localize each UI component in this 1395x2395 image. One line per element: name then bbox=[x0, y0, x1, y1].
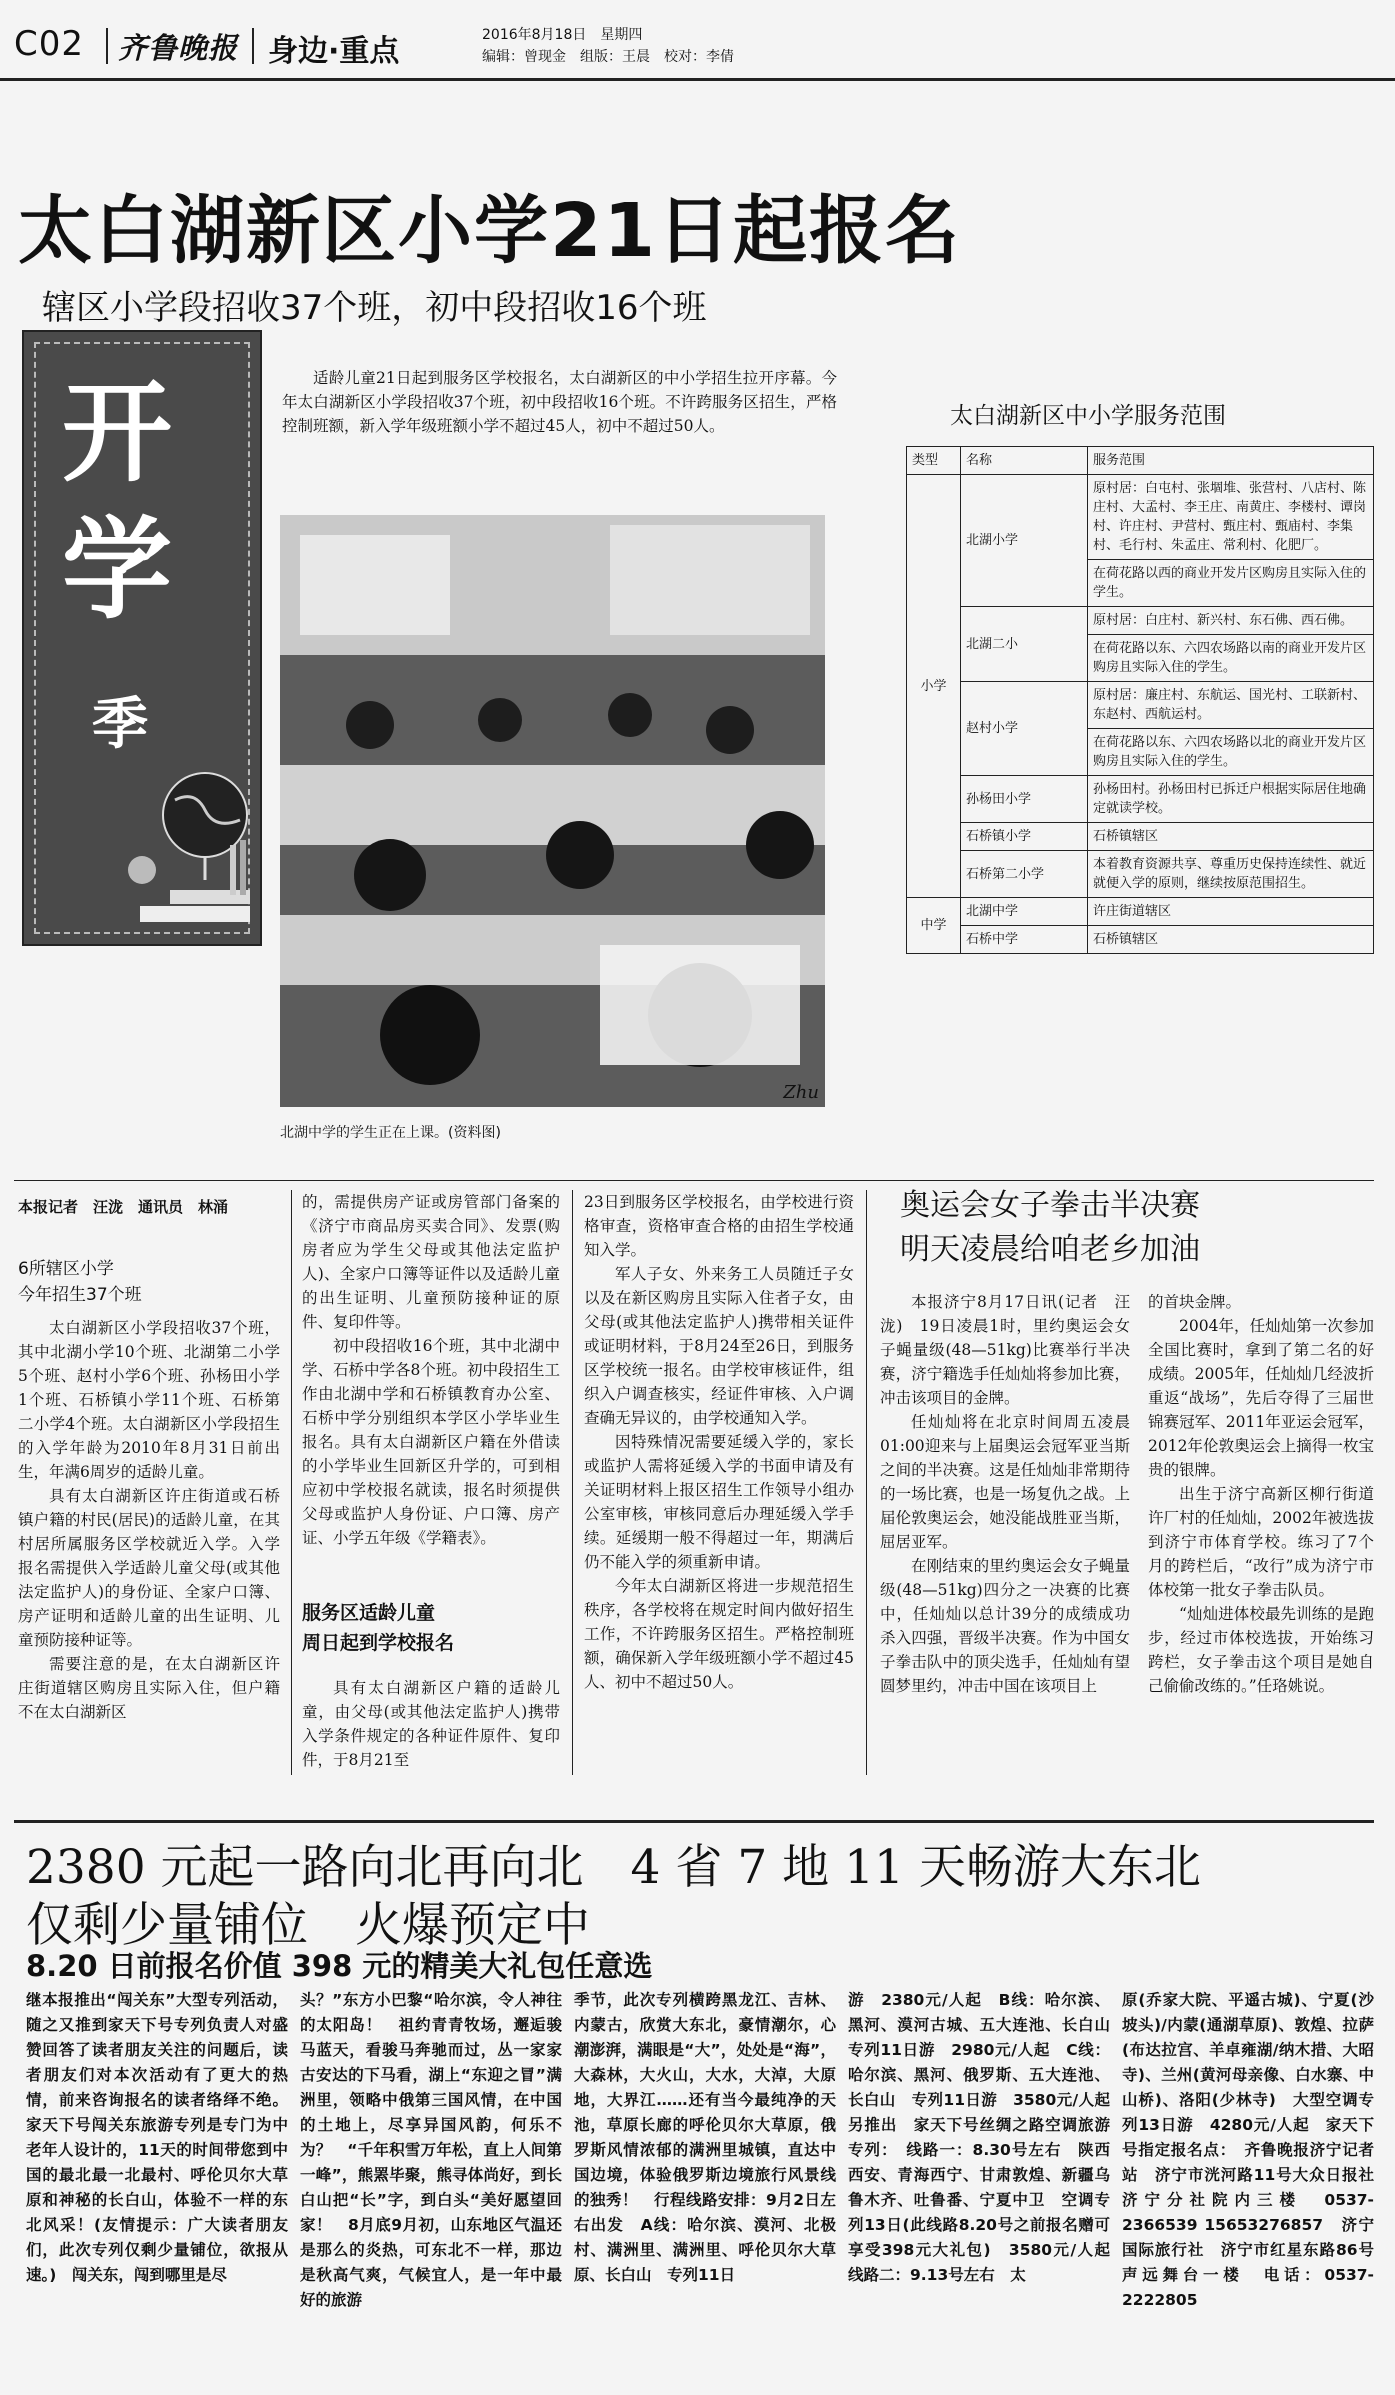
banner-char-xue: 学 bbox=[62, 505, 172, 634]
ad-headline-1: 2380 元起一路向北再向北 4 省 7 地 11 天畅游大东北 bbox=[26, 1840, 1201, 1895]
column-rule-1 bbox=[291, 1190, 292, 1775]
subhead-1-line1: 6所辖区小学 bbox=[18, 1259, 114, 1279]
masthead-divider-2 bbox=[252, 28, 254, 64]
subhead-2-line1: 服务区适龄儿童 bbox=[302, 1602, 436, 1624]
page-number: C02 bbox=[14, 24, 85, 64]
school-name-cell: 赵村小学 bbox=[961, 682, 1088, 776]
ad-column-3 bbox=[574, 1988, 836, 2388]
table-row bbox=[907, 607, 1374, 635]
paragraph: 23日到服务区学校报名，由学校进行资格审查，资格审查合格的由招生学校通知入学。 bbox=[584, 1193, 854, 1259]
table-title: 太白湖新区中小学服务范围 bbox=[950, 403, 1226, 429]
ad-column-1 bbox=[26, 1988, 288, 2388]
ad-paragraph: 头？”东方小巴黎“哈尔滨，令人神往的太阳岛！ 祖约青青牧场，邂逅骏马蓝天，看骏马奔驰而过，丛一家家古安达的下马看，湖上“东迎之冒”满洲里，领略中俄第三国风情，在中国的土地上，尽享异国风韵，何乐不为？ “千年积雪万年松，直上人间第一峰”，熊罴毕聚，熊寻体尚好，到长白山把“长”字，到白头“美好愿望回家！ 8月底9月初，山东地区气温还是那么的炎热，可东北不一样，那边是秋高气爽，气候宜人，是一年中最好的旅游 bbox=[300, 1991, 562, 2309]
subhead-1-line2: 今年招生37个班 bbox=[18, 1285, 142, 1305]
table-header-row bbox=[907, 447, 1374, 475]
classroom-photo-art bbox=[280, 515, 825, 1107]
banner-char-ji: 季 bbox=[92, 691, 148, 757]
school-name-cell: 北湖小学 bbox=[961, 475, 1088, 607]
ad-headline-2: 仅剩少量铺位 火爆预定中 bbox=[26, 1898, 590, 1953]
header-name: 名称 bbox=[961, 447, 1088, 475]
staff-credits: 编辑：曾现金 组版：王晨 校对：李倩 bbox=[482, 49, 734, 65]
masthead-divider-1 bbox=[106, 28, 108, 64]
masthead-rule bbox=[0, 78, 1395, 81]
paragraph: 的首块金牌。 bbox=[1148, 1293, 1242, 1311]
type-middle-cell: 中学 bbox=[907, 898, 961, 954]
olympics-column-a bbox=[880, 1290, 1130, 1698]
scope-cell: 许庄街道辖区 bbox=[1088, 898, 1374, 926]
lead-paragraph bbox=[282, 366, 837, 438]
paragraph: 任灿灿将在北京时间周五凌晨01:00迎来与上届奥运会冠军亚当斯之间的半决赛。这是任灿灿非常期待的一场比赛，也是一场复仇之战。上届伦敦奥运会，她没能战胜亚当斯，屈居亚军。 bbox=[880, 1413, 1130, 1551]
paragraph: 因特殊情况需要延缓入学的，家长或监护人需将延缓入学的书面申请及有关证明材料上报区招生工作领导小组办公室审核，审核同意后办理延缓入学手续。延缓期一般不得超过一年，期满后仍不能入学的须重新申请。 bbox=[584, 1433, 854, 1571]
scope-cell: 原村居：白屯村、张堌堆、张营村、八店村、陈庄村、大孟村、李王庄、南黄庄、李楼村、谭岗村、许庄村、尹营村、甄庄村、甄庙村、李集村、毛行村、朱孟庄、常利村、化肥厂。 bbox=[1088, 475, 1374, 560]
table-row bbox=[907, 851, 1374, 898]
banner-char-kai: 开 bbox=[62, 368, 172, 497]
school-name-cell: 石桥中学 bbox=[961, 926, 1088, 954]
ad-column-5 bbox=[1122, 1988, 1374, 2388]
olympics-column-b bbox=[1148, 1290, 1374, 1698]
paragraph: 的，需提供房产证或房管部门备案的《济宁市商品房买卖合同》、发票(购房者应为学生父母或其他法定监护人)、全家户口簿等证件以及适龄儿童的出生证明、儿童预防接种证的原件、复印件等。 bbox=[302, 1193, 560, 1331]
classroom-photo bbox=[280, 515, 825, 1107]
article-column-2 bbox=[302, 1190, 560, 1550]
type-primary-cell: 小学 bbox=[907, 475, 961, 898]
lead-text: 适龄儿童21日起到服务区学校报名，太白湖新区的中小学招生拉开序幕。今年太白湖新区小学段招收37个班，初中段招收16个班。不许跨服务区招生，严格控制班额，新入学年级班额小学不超过45人，初中不超过50人。 bbox=[282, 369, 837, 435]
school-name-cell: 石桥第二小学 bbox=[961, 851, 1088, 898]
article-column-2b bbox=[302, 1676, 560, 1772]
paragraph: 本报济宁8月17日讯(记者 汪泷) 19日凌晨1时，里约奥运会女子蝇量级(48—51kg)比赛举行半决赛，济宁籍选手任灿灿将参加比赛，冲击该项目的金牌。 bbox=[880, 1293, 1130, 1407]
column-rule-2 bbox=[572, 1190, 573, 1775]
scope-cell: 石桥镇辖区 bbox=[1088, 926, 1374, 954]
school-name-cell: 北湖中学 bbox=[961, 898, 1088, 926]
olympics-title-1: 奥运会女子拳击半决赛 bbox=[900, 1188, 1200, 1223]
paragraph: 今年太白湖新区将进一步规范招生秩序，各学校将在规定时间内做好招生工作，不许跨服务区招生。严格控制班额，确保新入学年级班额小学不超过45人、初中不超过50人。 bbox=[584, 1577, 854, 1691]
school-name-cell: 北湖二小 bbox=[961, 607, 1088, 682]
paragraph: 具有太白湖新区许庄街道或石桥镇户籍的村民(居民)的适龄儿童，在其村居所属服务区学校就近入学。入学报名需提供入学适龄儿童父母(或其他法定监护人)的身份证、全家户口簿、房产证明和适龄儿童的出生证明、儿童预防接种证等。 bbox=[18, 1487, 280, 1649]
school-name-cell: 孙杨田小学 bbox=[961, 776, 1088, 823]
section-name: 身边·重点 bbox=[268, 34, 400, 69]
scope-cell: 在荷花路以东、六四农场路以南的商业开发片区购房且实际入住的学生。 bbox=[1088, 635, 1374, 682]
headline: 太白湖新区小学21日起报名 bbox=[18, 188, 961, 274]
photo-caption: 北湖中学的学生正在上课。(资料图) bbox=[280, 1125, 501, 1141]
ad-paragraph: 季节，此次专列横跨黑龙江、吉林、内蒙古，欣赏大东北，豪情潮尔，心潮澎湃，满眼是“大”，处处是“海”，大森林，大火山，大水，大淖，大原地，大界江……还有当今最纯净的天池，草原长廊的呼伦贝尔大草原，俄罗斯风情浓郁的满洲里城镇，直达中国边境，体验俄罗斯边境旅行风景线的独秀！ 行程线路安排：9月2日左右出发 A线：哈尔滨、漠河、北极村、满洲里、满洲里、呼伦贝尔大草原、长白山 专列11日 bbox=[574, 1991, 836, 2284]
scope-cell: 原村居：廉庄村、东航运、国光村、工联新村、东赵村、西航运村。 bbox=[1088, 682, 1374, 729]
paragraph: 在刚结束的里约奥运会女子蝇量级(48—51kg)四分之一决赛的比赛中，任灿灿以总计39分的成绩成功杀入四强，晋级半决赛。作为中国女子拳击队中的顶尖选手，任灿灿有望圆梦里约，冲击中国在该项目上 bbox=[880, 1557, 1130, 1695]
scope-cell: 在荷花路以东、六四农场路以北的商业开发片区购房且实际入住的学生。 bbox=[1088, 729, 1374, 776]
scope-cell: 本着教育资源共享、尊重历史保持连续性、就近就便入学的原则，继续按原范围招生。 bbox=[1088, 851, 1374, 898]
paragraph: 太白湖新区小学段招收37个班，其中北湖小学10个班、北湖第二小学5个班、赵村小学6个班、孙杨田小学1个班、石桥镇小学11个班、石桥第二小学4个班。太白湖新区小学段招生的入学年龄为2010年8月31日前出生，年满6周岁的适龄儿童。 bbox=[18, 1319, 280, 1481]
subhead-2 bbox=[302, 1598, 454, 1658]
paragraph: “灿灿进体校最先训练的是跑步，经过市体校选拔，开始练习跨栏，女子拳击这个项目是她自己偷偷改练的。”任珞姚说。 bbox=[1148, 1605, 1374, 1695]
ad-column-2 bbox=[300, 1988, 562, 2388]
scope-cell: 原村居：白庄村、新兴村、东石佛、西石佛。 bbox=[1088, 607, 1374, 635]
article-column-3 bbox=[584, 1190, 854, 1694]
subhead-1 bbox=[18, 1256, 142, 1308]
scope-cell: 孙杨田村。孙杨田村已拆迁户根据实际居住地确定就读学校。 bbox=[1088, 776, 1374, 823]
service-area-table bbox=[906, 446, 1374, 954]
table-row bbox=[907, 926, 1374, 954]
ad-top-rule bbox=[14, 1820, 1374, 1823]
table-row bbox=[907, 682, 1374, 729]
scope-cell: 在荷花路以西的商业开发片区购房且实际入住的学生。 bbox=[1088, 560, 1374, 607]
school-name-cell: 石桥镇小学 bbox=[961, 823, 1088, 851]
paragraph: 2004年，任灿灿第一次参加全国比赛时，拿到了第二名的好成绩。2005年，任灿灿几经波折重返“战场”，先后夺得了三届世锦赛冠军、2011年亚运会冠军，2012年伦敦奥运会上摘得一枚宝贵的银牌。 bbox=[1148, 1317, 1374, 1479]
ad-paragraph: 继本报推出“闯关东”大型专列活动，随之又推到家天下号专列负责人对盛赞回答了读者朋友关注的问题后，读者朋友们对本次活动有了更大的热情，前来咨询报名的读者络绎不绝。家天下号闯关东旅游专列是专门为中老年人设计的，11天的时间带您到中国的最北最一北最村、呼伦贝尔大草原和神秘的长白山，体验不一样的东北风采！(友情提示：广大读者朋友们，此次专列仅剩少量铺位，欲报从速。) 闯关东，闯到哪里是尽 bbox=[26, 1991, 288, 2284]
service-table-grid bbox=[906, 446, 1374, 954]
paragraph: 军人子女、外来务工人员随迁子女以及在新区购房且实际入住者子女，由父母(或其他法定监护人)携带相关证件或证明材料，于8月24至26日，到服务区学校统一报名。由学校审核证件，组织入户调查核实，经证件审核、入户调查确无异议的，由学校通知入学。 bbox=[584, 1265, 854, 1427]
table-row bbox=[907, 823, 1374, 851]
photo-watermark: Zhu bbox=[783, 1082, 819, 1103]
ad-column-4 bbox=[848, 1988, 1126, 2388]
olympics-title-2: 明天凌晨给咱老乡加油 bbox=[900, 1232, 1200, 1267]
table-row bbox=[907, 776, 1374, 823]
header-type: 类型 bbox=[907, 447, 961, 475]
paragraph: 初中段招收16个班，其中北湖中学、石桥中学各8个班。初中段招生工作由北湖中学和石桥镇教育办公室、石桥中学分别组织本学区小学毕业生报名。具有太白湖新区户籍在外借读的小学毕业生回新区升学的，可到相应初中学校报名就读，报名时须提供父母或监护人身份证、户口簿、房产证、小学五年级《学籍表》。 bbox=[302, 1337, 560, 1547]
issue-date: 2016年8月18日 星期四 bbox=[482, 27, 643, 43]
header-scope: 服务范围 bbox=[1088, 447, 1374, 475]
paragraph: 出生于济宁高新区柳行街道许厂村的任灿灿，2002年被选拔到济宁市体育学校。练习了7个月的跨栏后，“改行”成为济宁市体校第一批女子拳击队员。 bbox=[1148, 1485, 1374, 1599]
ad-paragraph: 原(乔家大院、平遥古城)、宁夏(沙坡头)/内蒙(通湖草原)、敦煌、拉萨(布达拉宫、羊卓雍湖/纳木措、大昭寺)、兰州(黄河母亲像、白水寨、中山桥)、洛阳(少林寺) 大型空调专列13日游 4280元/人起 家天下号指定报名点： 齐鲁晚报济宁记者站 济宁市洸河路11号大众日报社济宁分社院内三楼 0537-2366539 15653276857 济宁国际旅行社 济宁市红星东路86号声远舞台一楼 电话：0537-2222805 bbox=[1122, 1991, 1374, 2309]
paragraph: 具有太白湖新区户籍的适龄儿童，由父母(或其他法定监护人)携带入学条件规定的各种证件原件、复印件，于8月21至 bbox=[302, 1679, 560, 1769]
ad-paragraph: 游 2380元/人起 B线：哈尔滨、黑河、漠河古城、五大连池、长白山 专列11日游 2980元/人起 C线：哈尔滨、黑河、俄罗斯、五大连池、长白山 专列11日游 3580元/人起 另推出 家天下号丝绸之路空调旅游专列： 线路一：8.30号左右 陕西西安、青海西宁、甘肃敦煌、新疆乌鲁木齐、吐鲁番、宁夏中卫 空调专列13日(此线路8.20号之前报名赠可享受398元大礼包) 3580元/人起 线路二：9.13号左右 太 bbox=[848, 1991, 1126, 2284]
scope-cell: 石桥镇辖区 bbox=[1088, 823, 1374, 851]
globe-books-illustration bbox=[120, 760, 260, 930]
subhead-2-line2: 周日起到学校报名 bbox=[302, 1632, 455, 1654]
table-row bbox=[907, 898, 1374, 926]
subheadline: 辖区小学段招收37个班，初中段招收16个班 bbox=[42, 288, 707, 328]
ad-headline-3: 8.20 日前报名价值 398 元的精美大礼包任意选 bbox=[26, 1949, 653, 1983]
table-row bbox=[907, 475, 1374, 560]
paper-logo: 齐鲁晚报 bbox=[118, 31, 239, 65]
article-column-1 bbox=[18, 1316, 280, 1724]
column-rule-3 bbox=[866, 1190, 867, 1775]
article-byline: 本报记者 汪泷 通讯员 林涌 bbox=[18, 1198, 229, 1216]
paragraph: 需要注意的是，在太白湖新区许庄街道辖区购房且实际入住，但户籍不在太白湖新区 bbox=[18, 1655, 280, 1721]
